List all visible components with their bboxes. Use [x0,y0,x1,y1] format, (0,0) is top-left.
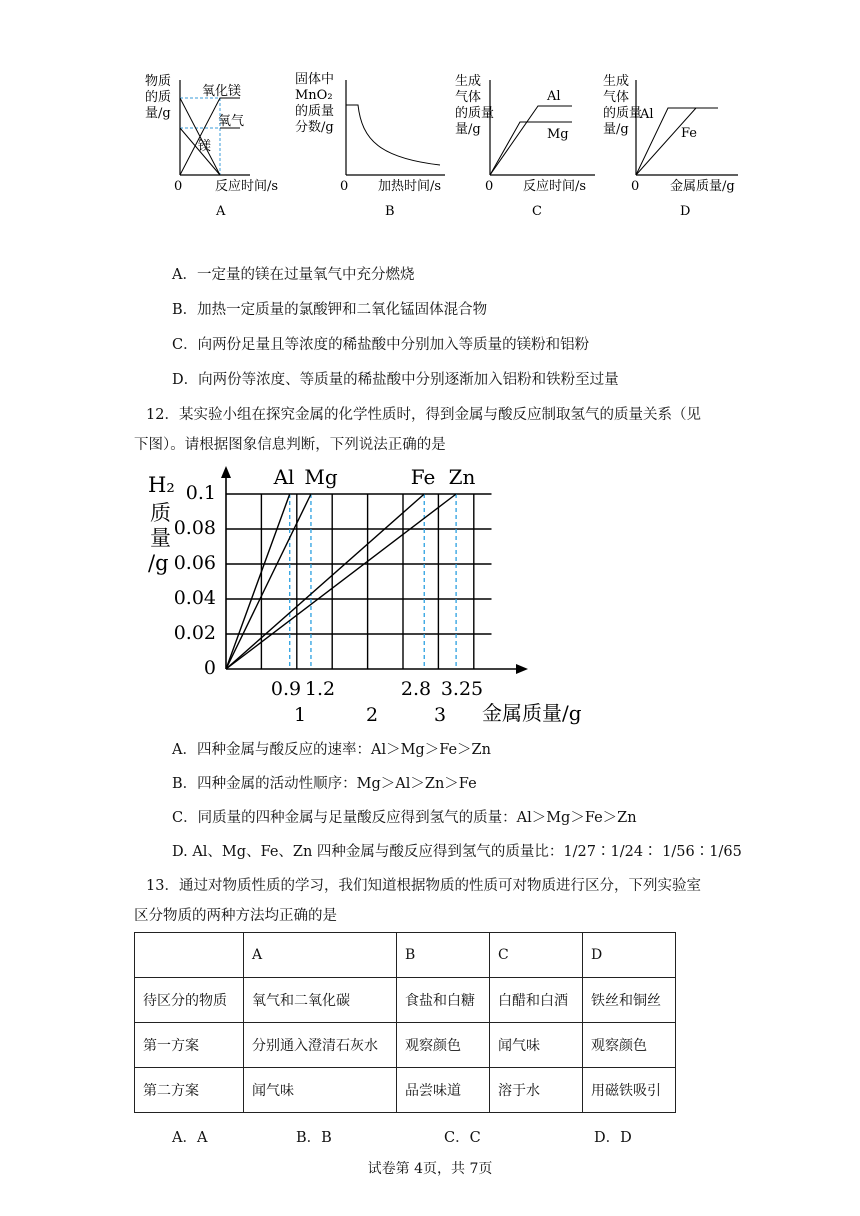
table-cell: C [490,933,583,978]
table-cell: 食盐和白糖 [397,978,490,1023]
q12-stem-line2: 下图）。请根据图象信息判断，下列说法正确的是 [134,437,446,453]
chart-d-series-1: Al [640,107,654,122]
chart-d-xlabel: 金属质量/g [670,179,735,194]
chart-grid [221,466,528,674]
q12-option-c: C．同质量的四种金属与足量酸反应得到氢气的质量：Al＞Mg＞Fe＞Zn [172,810,637,826]
chart-b-letter: B [385,204,395,219]
chart-c-letter: C [532,204,542,219]
q12-stem-line1: 12．某实验小组在探究金属的化学性质时，得到金属与酸反应制取氢气的质量关系（见 [146,407,701,423]
table-row [135,1068,676,1113]
chart-xtick: 3.25 [440,678,484,700]
chart-d-ylabel-2: 气体 [603,90,630,105]
chart-a-letter: A [216,204,226,219]
chart-b-xlabel: 加热时间/s [378,179,442,194]
q13-table [134,932,676,1113]
chart-ytick: 0 [203,657,216,679]
chart-xlabel: 金属质量/g [482,701,582,725]
table-cell: 分别通入澄清石灰水 [244,1023,397,1068]
chart-d [598,70,768,220]
table-cell: 待区分的物质 [135,978,244,1023]
chart-series-label-fe: Fe [410,465,436,489]
chart-ylabel-liang: 量 [150,526,171,550]
table-row [135,933,676,978]
chart-c-ylabel-2: 气体 [455,90,482,105]
q13-option-d: D．D [594,1130,632,1146]
chart-ytick: 0.08 [173,517,216,539]
y-axis-arrow [221,466,231,478]
chart-b-ylabel-4: 分数/g [295,120,334,135]
chart-a-origin: 0 [174,179,183,194]
q13-option-b: B．B [296,1130,332,1146]
chart-a-xlabel: 反应时间/s [215,179,279,194]
chart-c [450,70,620,220]
table-cell: 用磁铁吸引 [583,1068,676,1113]
table-row [135,1023,676,1068]
chart-c-ylabel-1: 生成 [455,74,482,89]
chart-c-ylabel-4: 量/g [455,122,481,137]
chart-c-ylabel-3: 的质量 [455,106,495,121]
chart-b-ylabel-1: 固体中 [295,72,335,87]
chart-xtick: 2 [365,704,379,726]
q11-option-b: B．加热一定质量的氯酸钾和二氧化锰固体混合物 [172,302,488,318]
x-axis-arrow [516,664,528,674]
chart-d-origin: 0 [631,179,640,194]
table-cell: B [397,933,490,978]
chart-c-origin: 0 [485,179,494,194]
chart-a-ylabel-1: 物质 [145,74,172,89]
q13-option-a: A．A [172,1130,208,1146]
chart-xtick: 1 [293,704,307,726]
q13-stem-line1: 13．通过对物质性质的学习，我们知道根据物质的性质可对物质进行区分，下列实验室 [146,878,701,894]
series-line-mg [226,494,311,669]
table-cell: 观察颜色 [397,1023,490,1068]
chart-a-ylabel-2: 的质 [145,90,172,105]
series-line-zn [226,494,456,669]
chart-ytick: 0.04 [173,587,216,609]
q12-option-a: A．四种金属与酸反应的速率：Al＞Mg＞Fe＞Zn [172,742,491,758]
chart-c-series-2: Mg [547,127,569,142]
chart-xtick: 2.8 [400,678,432,700]
chart-ytick: 0.02 [173,622,216,644]
table-cell [135,933,244,978]
table-cell: 闻气味 [490,1023,583,1068]
chart-a-series-1: 氧化镁 [202,84,242,99]
table-cell: 观察颜色 [583,1023,676,1068]
chart-b-ylabel-2: MnO₂ [295,88,333,103]
chart-a-ylabel-3: 量/g [145,106,171,121]
q13-option-c: C．C [444,1130,481,1146]
table-row [135,978,676,1023]
chart-d-series-2: Fe [681,126,698,141]
chart-b-origin: 0 [340,179,349,194]
chart-b-ylabel-3: 的质量 [295,104,335,119]
chart-series [226,494,456,669]
chart-d-ylabel-3: 的质量 [603,106,643,121]
chart-ytick: 0.1 [185,482,216,504]
table-cell: 溶于水 [490,1068,583,1113]
chart-ylabel-zhi: 质 [150,501,171,525]
chart-d-letter: D [680,204,691,219]
chart-xtick: 3 [433,704,447,726]
table-cell: 第二方案 [135,1068,244,1113]
chart-c-xlabel: 反应时间/s [523,179,587,194]
chart-ylabel-unit: /g [148,551,169,575]
chart-series-label-zn: Zn [448,465,476,489]
chart-a [140,70,310,220]
table-cell: 白醋和白酒 [490,978,583,1023]
table-cell: 第一方案 [135,1023,244,1068]
chart-c-series-1: Al [547,89,561,104]
q13-stem-line2: 区分物质的两种方法均正确的是 [134,908,337,924]
chart-ytick: 0.06 [173,552,216,574]
chart-series-label-mg: Mg [304,465,338,489]
table-cell: 闻气味 [244,1068,397,1113]
q12-option-d: D. Al、Mg、Fe、Zn 四种金属与酸反应得到氢气的质量比：1/27∶1/24∶ 1/56∶1/65 [172,844,742,860]
q11-option-d: D．向两份等浓度、等质量的稀盐酸中分别逐渐加入铝粉和铁粉至过量 [172,372,619,388]
h2-mass-chart [140,462,600,732]
table-cell: 品尝味道 [397,1068,490,1113]
chart-b [290,70,460,220]
q11-option-a: A．一定量的镁在过量氧气中充分燃烧 [172,267,415,283]
chart-a-series-2: 氧气 [218,114,245,129]
page-footer: 试卷第 4页，共 7页 [367,1161,493,1177]
chart-a-series-3: 镁 [198,139,212,154]
chart-series-label-al: Al [273,465,295,489]
table-cell: 氧气和二氧化碳 [244,978,397,1023]
table-cell: A [244,933,397,978]
chart-d-ylabel-4: 量/g [603,122,629,137]
chart-d-ylabel-1: 生成 [603,74,630,89]
chart-xtick: 0.9 [270,678,302,700]
series-line-fe [226,494,424,669]
table-cell: D [583,933,676,978]
chart-xtick: 1.2 [304,678,336,700]
chart-ylabel-h2: H₂ [148,473,175,497]
q12-option-b: B．四种金属的活动性顺序：Mg＞Al＞Zn＞Fe [172,776,477,792]
series-line-al [226,494,290,669]
q11-option-c: C．向两份足量且等浓度的稀盐酸中分别加入等质量的镁粉和铝粉 [172,337,590,353]
table-cell: 铁丝和铜丝 [583,978,676,1023]
